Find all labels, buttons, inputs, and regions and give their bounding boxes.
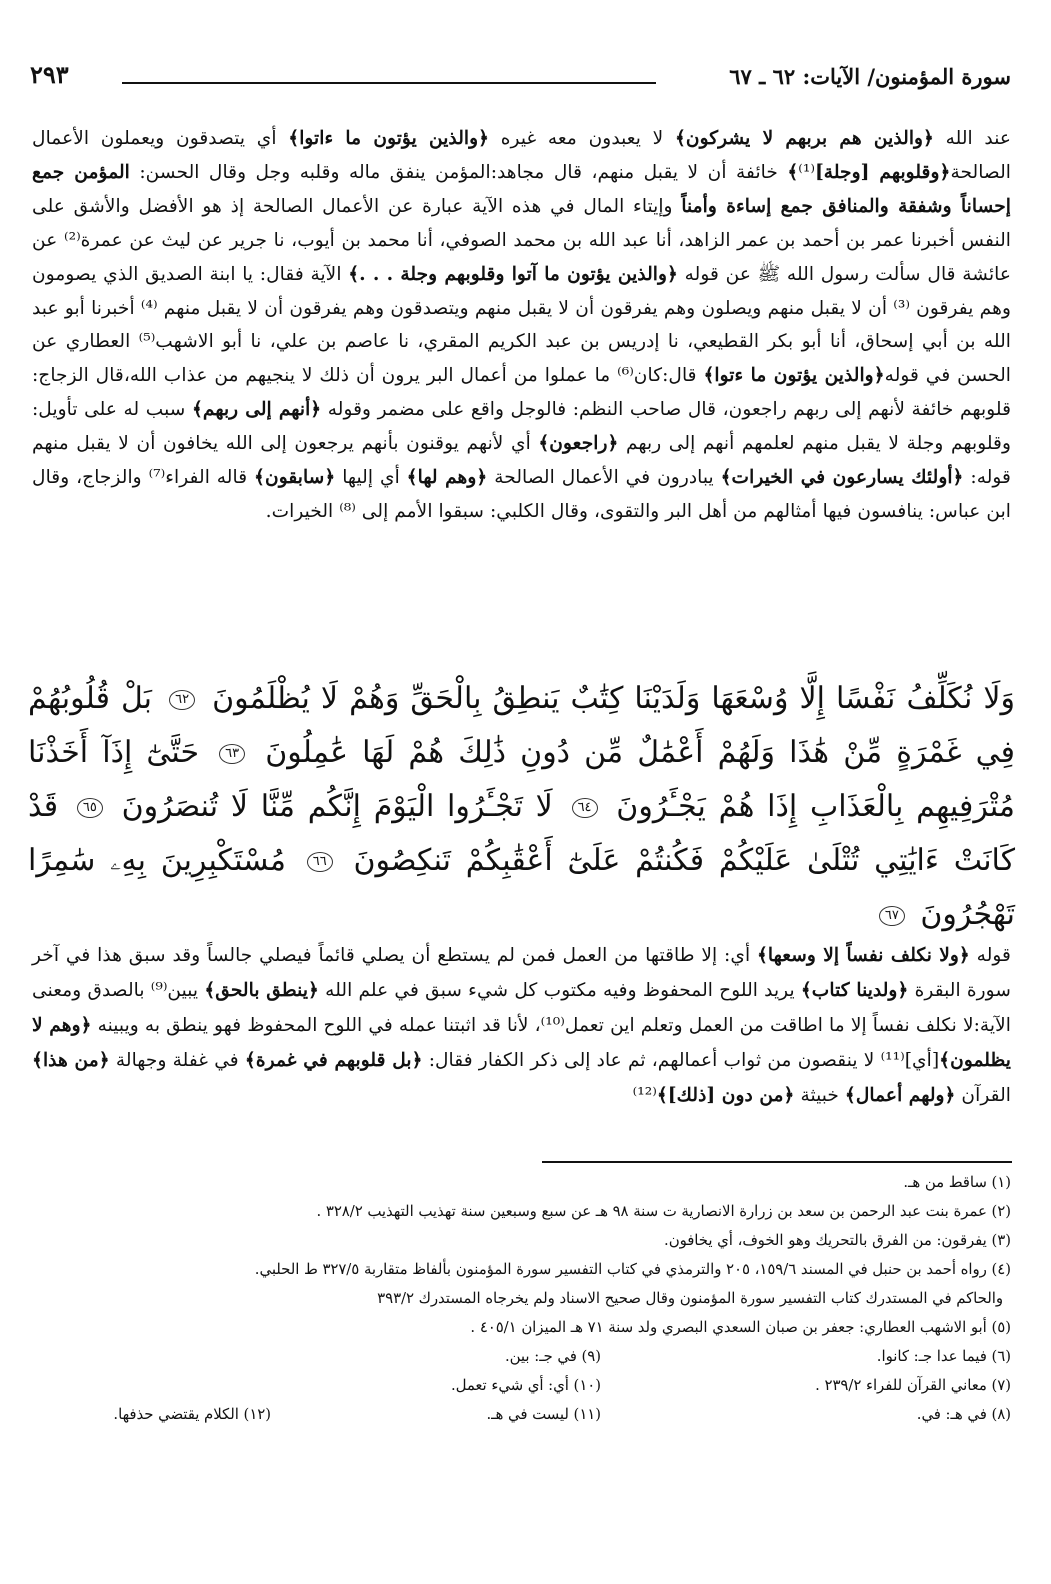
- surah-title: سورة المؤمنون/ الآيات: ٦٢ ـ ٦٧: [729, 64, 1011, 89]
- quoted-verse: ﴿وهم لها﴾: [406, 466, 488, 489]
- verse-number: ٦٥: [77, 798, 103, 818]
- text-segment: خائفة أن لا يقبل منهم، قال مجاهد:المؤمن ينفق ماله وقلبه وجل وقال الحسن:: [129, 161, 788, 183]
- text-segment: سبب له على تأويل: وقلوبهم وجلة لا يقبل منهم لعلمهم أنهم إلى ربهم: [32, 399, 1011, 455]
- footnote-grid: [40, 1342, 1011, 1432]
- text-segment: يريد اللوح المحفوظ وفيه مكتوب كل شيء سبق في علم الله: [318, 980, 801, 1001]
- commentary-paragraph: [32, 938, 1011, 1113]
- verse-number: ٦٦: [307, 852, 333, 872]
- footnote-rule: [542, 1161, 1012, 1163]
- footnote-12: (١٢) الكلام يقتضي حذفها.: [113, 1406, 271, 1423]
- footnote-6: (٦) فيما عدا جـ: كانوا.: [876, 1348, 1011, 1365]
- text-segment: ⁽¹²⁾: [632, 1085, 657, 1106]
- text-segment: حَتَّىٰٓ إِذَآ أَخَذْنَا مُتْرَفِيهِم بِالْعَذَابِ إِذَا هُمْ يَجْـَٔرُونَ: [28, 735, 1015, 824]
- quoted-verse: ﴿والذين يؤتون ما ءتوا﴾: [703, 364, 885, 387]
- verse-number: ٦٢: [169, 690, 195, 710]
- body-paragraph-text: [32, 122, 1011, 529]
- text-segment: قال:كان⁽⁶⁾ ما عملوا من أعمال البر يرون أن ذلك لا ينجيهم من عذاب الله،قال الزجاج: قلوبهم خائفة لأنهم إلى ربهم راجعون، قال صاحب النظم: فالوجل واقع على مضمر وقوله: [32, 365, 1012, 421]
- quoted-verse: ﴾: [787, 160, 799, 183]
- quoted-verse: ﴿ولا نكلف نفساً إلا وسعها﴾: [756, 944, 970, 966]
- verse-number: ٦٣: [219, 744, 245, 764]
- text-segment: في غفلة وجهالة: [109, 1050, 245, 1071]
- text-segment: عند الله: [934, 128, 1011, 149]
- text-segment: بَلْ قُلُوبُهُمْ فِي غَمْرَةٍ مِّنْ هَٰذَا وَلَهُمْ أَعْمَٰلٌ مِّن دُونِ ذَٰلِكَ هُمْ لَهَا عَٰمِلُونَ: [28, 681, 1016, 770]
- footnote-column: [451, 1342, 601, 1429]
- text-segment: أي لأنهم يوقنون بأنهم يرجعون إلى الله يخافون أن لا يقبل منهم قوله:: [32, 433, 1011, 489]
- text-segment: لا يعبدون معه غيره: [489, 128, 675, 149]
- text-segment: أي إليها: [335, 467, 407, 489]
- footnote-4: (٤) رواه أحمد بن حنبل في المسند ١٥٩/٦، ٢٠٥ والترمذي في كتاب التفسير سورة المؤمنون بألفاظ متقاربة ٣٢٧/٥ ط الحلبي.: [254, 1261, 1011, 1278]
- quoted-verse: ﴿أنهم إلى ربهم﴾: [191, 398, 322, 421]
- footnote-7: (٧) معاني القرآن للفراء ٢٣٩/٢ .: [815, 1377, 1011, 1394]
- quoted-verse: ﴿من هذا﴾: [32, 1049, 110, 1071]
- footnote-2: (٢) عمرة بنت عبد الرحمن بن سعد بن زرارة الانصارية ت سنة ٩٨ هـ عن سبع وسبعين سنة تهذيب التهذيب ٣٢٨/٢ .: [316, 1203, 1011, 1220]
- quoted-verse: المؤمن جمع إحساناً وشفقة والمنافق جمع إساءة وأمناً: [32, 160, 1011, 217]
- footnote-8: (٨) في هـ: في.: [916, 1406, 1011, 1423]
- quoted-verse: ﴿ولدينا كتاب﴾: [800, 979, 909, 1001]
- text-segment: الآية فقال: يا ابنة الصديق الذي يصومون وهم يفرقون ⁽³⁾ أن لا يقبل منهم ويصلون وهم يفرقون أن لا يقبل منهم ويتصدقون وهم يفرقون أن لا يقبل منهم ⁽⁴⁾ أخبرنا أبو عبد الله بن أبي إسحاق، أنا أبو بكر القطيعي، نا إدريس بن عبد الكريم المقري، نا عاصم بن علي، نا أبو الاشهب⁽⁵⁾ العطاري عن الحسن في قوله: [32, 263, 1011, 387]
- text-segment: خبيثة: [794, 1085, 845, 1106]
- text-segment: أي يتصدقون ويعملون الأعمال الصالحة: [32, 128, 1011, 183]
- quoted-verse: ﴿ولهم أعمال﴾: [844, 1084, 956, 1106]
- footnote-1: (١) ساقط من هـ.: [903, 1174, 1011, 1191]
- quoted-verse: ﴿والذين يؤتون ما آتوا وقلوبهم وجلة . . .﴾: [348, 262, 678, 285]
- page-header: [30, 60, 1011, 100]
- quoted-verse: ﴿والذين يؤتون ما ءاتوا﴾: [288, 127, 490, 149]
- text-segment: وَلَا نُكَلِّفُ نَفْسًا إِلَّا وُسْعَهَا وَلَدَيْنَا كِتَٰبٌ يَنطِقُ بِالْحَقِّ وَهُمْ لَا يُظْلَمُونَ: [212, 681, 1015, 716]
- text-segment: القرآن: [955, 1085, 1011, 1106]
- verse-number: ٦٧: [879, 906, 905, 926]
- footnote-3: (٣) يفرقون: من الفرق بالتحريك وهو الخوف، أي يخافون.: [664, 1232, 1011, 1249]
- quoted-verse: ﴿والذين هم بربهم لا يشركون﴾: [674, 127, 935, 149]
- text-segment: لَا تَجْـَٔرُوا الْيَوْمَ إِنَّكُم مِّنَّا لَا تُنصَرُونَ: [121, 789, 553, 824]
- footnote-10: (١٠) أي: أي شيء تعمل.: [450, 1377, 601, 1394]
- quoted-verse: ﴿بل قلوبهم في غمرة﴾: [244, 1049, 423, 1071]
- text-segment: ⁽¹⁾: [798, 161, 815, 183]
- footnote-5: (٥) أبو الاشهب العطاري: جعفر بن صبان السعدي البصري ولد سنة ٧١ هـ الميزان ٤٠٥/١ .: [470, 1319, 1011, 1336]
- quoted-verse: ﴿وقلوبهم [وجلة]: [814, 160, 951, 183]
- footnote-column: [815, 1342, 1011, 1429]
- quoted-verse: ﴿من دون [ذلك]﴾: [656, 1084, 795, 1106]
- quoted-verse: ﴿أولئك يسارعون في الخيرات﴾: [720, 466, 964, 489]
- text-segment: قَدْ كَانَتْ ءَايَٰتِي تُتْلَىٰ عَلَيْكُمْ فَكُنتُمْ عَلَىٰٓ أَعْقَٰبِكُمْ تَنكِصُونَ: [28, 789, 1015, 878]
- text-segment: يبادرون في الأعمال الصالحة: [487, 467, 721, 489]
- text-segment: مُسْتَكْبِرِينَ بِهِۦ سَٰمِرًا تَهْجُرُونَ: [28, 843, 1015, 932]
- footnote-column: [113, 1342, 271, 1429]
- text-segment: يبين⁽⁹⁾ بالصدق ومعنى الآية:لا نكلف نفساً إلا ما اطاقت من العمل وتعلم اين تعمل⁽¹⁰⁾، لأنا قد اثبتنا عمله في اللوح المحفوظ فهو ينطق به ويبينه: [32, 980, 1011, 1036]
- header-rule: [122, 82, 656, 84]
- text-segment: أي: إلا طاقتها من العمل فمن لم يستطع أن يصلي قائماً فيصلي جالساً وقد سبق هذا في آخر سورة البقرة: [32, 945, 1011, 1001]
- quoted-verse: ﴿سابقون﴾: [254, 466, 336, 489]
- text-segment: وإيتاء المال في هذه الآية عبارة عن الأعمال الصالحة إذ هو الأفضل والأشق على النفس أخبرنا عمر بن أحمد بن عمر الزاهد، أنا عبد الله بن محمد الصوفي، أنا محمد بن أيوب، نا جرير عن ليث عن عمرة⁽²⁾ عن عائشة قال سألت رسول الله ﷺ عن قوله: [32, 195, 1011, 285]
- footnotes: [40, 1168, 1011, 1432]
- quoted-verse: ﴿ينطق بالحق﴾: [204, 979, 319, 1001]
- footnote-11: (١١) ليست في هـ.: [486, 1406, 601, 1423]
- body-paragraph: [32, 122, 1011, 529]
- quoted-verse: ﴿وهم لا يظلمون﴾: [32, 1014, 1011, 1071]
- footnote-9: (٩) في جـ: بين.: [504, 1348, 601, 1365]
- page-number: ٢٩٣: [30, 60, 69, 89]
- text-segment: قاله الفراء⁽⁷⁾ والزجاج، وقال ابن عباس: ينافسون فيها أمثالهم من أهل البر والتقوى، وقال الكلبي: سبقوا الأمم إلى ⁽⁸⁾ الخيرات.: [32, 467, 1011, 522]
- footnote-4-continuation: والحاكم في المستدرك كتاب التفسير سورة المؤمنون وقال صحيح الاسناد ولم يخرجاه المستدرك ٣٩٣/٢: [377, 1290, 1003, 1307]
- quoted-verse: ﴿راجعون﴾: [538, 432, 619, 455]
- quran-verses: [28, 672, 1015, 942]
- text-segment: [أي]⁽¹¹⁾ لا ينقصون من ثواب أعمالهم، ثم عاد إلى ذكر الكفار فقال:: [422, 1050, 940, 1071]
- verse-number: ٦٤: [572, 798, 598, 818]
- text-segment: قوله: [969, 945, 1011, 966]
